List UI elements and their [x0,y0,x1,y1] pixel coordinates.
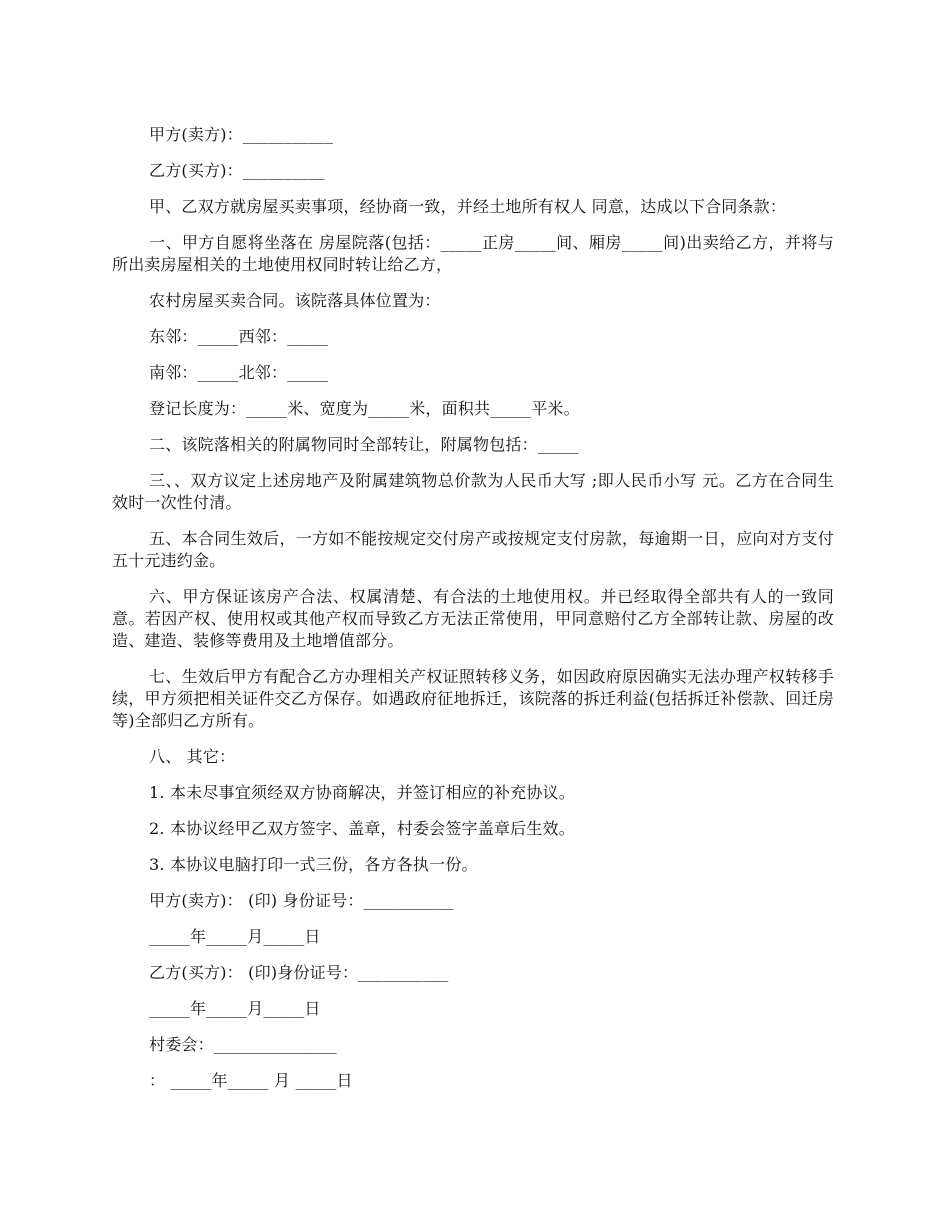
clause-5-paragraph: 五、本合同生效后，一方如不能按规定交付房产或按规定支付房款，每逾期一日，应向对方支付五十元违约金。 [112,529,834,570]
clause-8-heading: 八、 其它： [149,747,236,766]
location-intro-paragraph: 农村房屋买卖合同。该院落具体位置为： [149,291,441,310]
buyer-line: 乙方(买方)：__________ [149,161,325,180]
other-item-3: 3. 本协议电脑打印一式三份，各方各执一份。 [149,855,478,874]
buyer-date-line: _____年_____月_____日 [149,999,321,1018]
dimensions-line: 登记长度为：_____米、宽度为_____米，面积共_____平米。 [149,399,580,418]
clause-6-paragraph: 六、甲方保证该房产合法、权属清楚、有合法的土地使用权。并已经取得全部共有人的一致同意。若因产权、使用权或其他产权而导致乙方无法正常使用，甲同意赔付乙方全部转让款、房屋的改造、建造、装修等费用及土地增值部分。 [112,587,834,650]
east-west-neighbors: 东邻：_____西邻：_____ [149,327,329,346]
preamble-paragraph: 甲、乙双方就房屋买卖事项，经协商一致，并经土地所有权人 同意，达成以下合同条款： [149,197,787,216]
contract-body [112,124,834,1106]
clause-3-paragraph: 三、、双方议定上述房地产及附属建筑物总价款为人民币大写 ;即人民币小写 元。乙方在合同生效时一次性付清。 [112,471,834,512]
seller-signature-line: 甲方(卖方)： (印) 身份证号：___________ [149,891,454,910]
clause-2-paragraph: 二、该院落相关的附属物同时全部转让，附属物包括：_____ [149,435,579,454]
other-item-2: 2. 本协议经甲乙双方签字、盖章，村委会签字盖章后生效。 [149,819,575,838]
south-north-neighbors: 南邻：_____北邻：_____ [149,363,329,382]
clause-7-paragraph: 七、生效后甲方有配合乙方办理相关产权证照转移义务，如因政府原因确实无法办理产权转移手续，甲方须把相关证件交乙方保存。如遇政府征地拆迁，该院落的拆迁利益(包括拆迁补偿款、回迁房等)全部归乙方所有。 [112,667,834,730]
clause-1-paragraph: 一、甲方自愿将坐落在 房屋院落(包括：_____正房_____间、厢房_____间)出卖给乙方，并将与所出卖房屋相关的土地使用权同时转让给乙方， [112,233,834,274]
village-committee-line: 村委会：_______________ [149,1035,337,1054]
seller-line: 甲方(卖方)：___________ [149,125,334,144]
committee-date-line: ： _____年_____ 月 _____日 [149,1071,353,1090]
buyer-signature-line: 乙方(买方)： (印)身份证号：___________ [149,963,449,982]
seller-date-line: _____年_____月_____日 [149,927,321,946]
other-item-1: 1. 本未尽事宜须经双方协商解决，并签订相应的补充协议。 [149,783,575,802]
